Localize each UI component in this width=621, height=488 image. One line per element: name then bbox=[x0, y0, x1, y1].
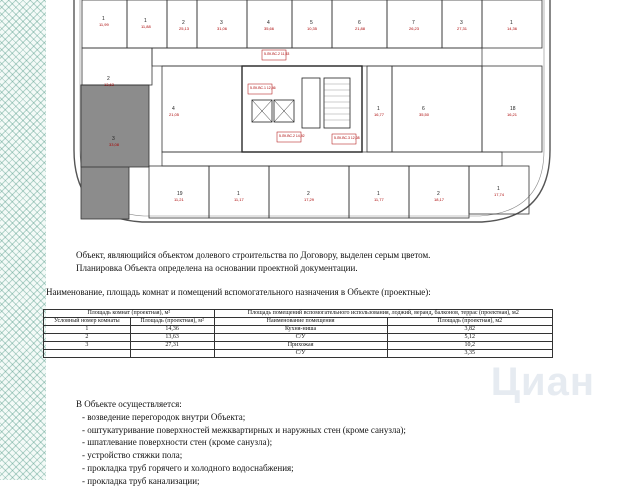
works-item: - устройство стяжки пола; bbox=[82, 450, 183, 461]
table-row bbox=[44, 326, 553, 334]
works-title: В Объекте осуществляется: bbox=[76, 399, 182, 409]
aux-name: С/У bbox=[214, 334, 387, 342]
room-area: 13,63 bbox=[130, 334, 214, 342]
col-aux-name: Наименование помещения bbox=[214, 318, 387, 326]
floor-plan bbox=[62, 0, 562, 228]
room-area bbox=[130, 350, 214, 358]
rooms-table bbox=[43, 309, 553, 358]
room-area-label: 17,29 bbox=[304, 197, 315, 202]
room-area-label: 33,08 bbox=[109, 142, 120, 147]
table-subheader-row bbox=[44, 318, 553, 326]
table-row bbox=[44, 334, 553, 342]
room-number-label: 2 bbox=[182, 20, 185, 26]
room-area-label: 26,23 bbox=[409, 26, 420, 31]
table-row bbox=[44, 350, 553, 358]
room-number-label: 1 bbox=[377, 106, 380, 112]
room-area-label: 14,36 bbox=[507, 26, 518, 31]
object-description: Объект, являющийся объектом долевого строительства по Договору, выделен серым цветом. bbox=[76, 250, 431, 260]
room-number-label: 1 bbox=[144, 18, 147, 24]
room-area-label: 11,17 bbox=[234, 197, 244, 202]
room-area-label: 16,77 bbox=[374, 112, 385, 117]
room-number-label: 19 bbox=[177, 191, 183, 197]
header-aux-area: Площадь помещений вспомогательного использования, лоджий, веранд, балконов, террас (проектная), м2 bbox=[214, 310, 552, 318]
room-number-label: 1 bbox=[497, 186, 500, 192]
works-item: - оштукатуривание поверхностей межквартирных и наружных стен (кроме санузла); bbox=[82, 424, 406, 435]
aux-area: 3,35 bbox=[387, 350, 552, 358]
works-item: - прокладка труб канализации; bbox=[82, 475, 200, 486]
room-area-label: 35,50 bbox=[419, 112, 430, 117]
room-number-label: 3 bbox=[112, 136, 115, 142]
room-number-label: 1 bbox=[510, 20, 513, 26]
room-number: 2 bbox=[44, 334, 131, 342]
aux-area: 10,2 bbox=[387, 342, 552, 350]
room-number: 1 bbox=[44, 326, 131, 334]
room-area: 27,31 bbox=[130, 342, 214, 350]
works-item: - прокладка труб горячего и холодного водоснабжения; bbox=[82, 462, 294, 473]
aux-name: Кухня-ниша bbox=[214, 326, 387, 334]
watermark-logo: Циан bbox=[490, 360, 595, 404]
floor-plan-drawing bbox=[62, 0, 562, 228]
works-item: - шпатлевание поверхности стен (кроме санузла); bbox=[82, 437, 273, 448]
header-rooms-area: Площадь комнат (проектная), м² bbox=[44, 310, 215, 318]
aux-area: 5,12 bbox=[387, 334, 552, 342]
col-room-area: Площадь (проектная), м² bbox=[130, 318, 214, 326]
works-list bbox=[76, 398, 406, 488]
room-number-label: 1 bbox=[102, 16, 105, 22]
aux-name: С/У bbox=[214, 350, 387, 358]
room-number-label: 2 bbox=[307, 191, 310, 197]
col-aux-area: Площадь (проектная), м2 bbox=[387, 318, 552, 326]
core-label: 5.ЛК.ВС.3 12,08 bbox=[334, 136, 360, 140]
room-area-label: 13,63 bbox=[104, 82, 115, 87]
room-area-label: 31,06 bbox=[217, 26, 228, 31]
col-room-number: Условный номер комнаты bbox=[44, 318, 131, 326]
room-area-label: 11,77 bbox=[374, 197, 384, 202]
works-item: - возведение перегородок внутри Объекта; bbox=[82, 411, 246, 422]
room-number-label: 18 bbox=[510, 106, 516, 112]
security-guilloche-border bbox=[0, 0, 46, 480]
room-number-label: 3 bbox=[220, 20, 223, 26]
core-label: 5.ЛК.ВС.1 12,46 bbox=[250, 86, 276, 90]
room-number-label: 7 bbox=[412, 20, 415, 26]
room-number-label: 6 bbox=[422, 106, 425, 112]
room-area-label: 18,17 bbox=[434, 197, 445, 202]
aux-area: 3,82 bbox=[387, 326, 552, 334]
room-number-label: 4 bbox=[267, 20, 270, 26]
room-area-label: 10,35 bbox=[307, 26, 318, 31]
room-number: 3 bbox=[44, 342, 131, 350]
core-label: 5.ЛК.ВС.2 14,92 bbox=[279, 134, 305, 138]
room-number-label: 1 bbox=[377, 191, 380, 197]
room-area-label: 21,05 bbox=[169, 112, 180, 117]
room-area-label: 11,21 bbox=[174, 197, 184, 202]
room-area-label: 11,88 bbox=[141, 24, 151, 29]
room-area-label: 16,21 bbox=[507, 112, 518, 117]
room-area-label: 35,66 bbox=[264, 26, 275, 31]
room-number-label: 4 bbox=[172, 106, 175, 112]
room-number-label: 5 bbox=[310, 20, 313, 26]
room-number-label: 6 bbox=[358, 20, 361, 26]
room-area-label: 25,13 bbox=[179, 26, 190, 31]
room-number-label: 1 bbox=[237, 191, 240, 197]
table-heading: Наименование, площадь комнат и помещений вспомогательного назначения в Объекте (проектные): bbox=[46, 287, 431, 297]
room-area-label: 27,31 bbox=[457, 26, 468, 31]
table-row bbox=[44, 342, 553, 350]
table-header-row bbox=[44, 310, 553, 318]
room-area-label: 17,74 bbox=[494, 192, 505, 197]
core-label: 5.ЛК.ВС.2 11,53 bbox=[264, 52, 290, 56]
aux-name: Прихожая bbox=[214, 342, 387, 350]
room-number bbox=[44, 350, 131, 358]
room-number-label: 2 bbox=[437, 191, 440, 197]
room-number-label: 3 bbox=[460, 20, 463, 26]
layout-basis: Планировка Объекта определена на основании проектной документации. bbox=[76, 263, 358, 273]
room-area: 14,36 bbox=[130, 326, 214, 334]
room-area-label: 21,88 bbox=[355, 26, 366, 31]
room-number-label: 2 bbox=[107, 76, 110, 82]
room-area-label: 11,99 bbox=[99, 22, 109, 27]
